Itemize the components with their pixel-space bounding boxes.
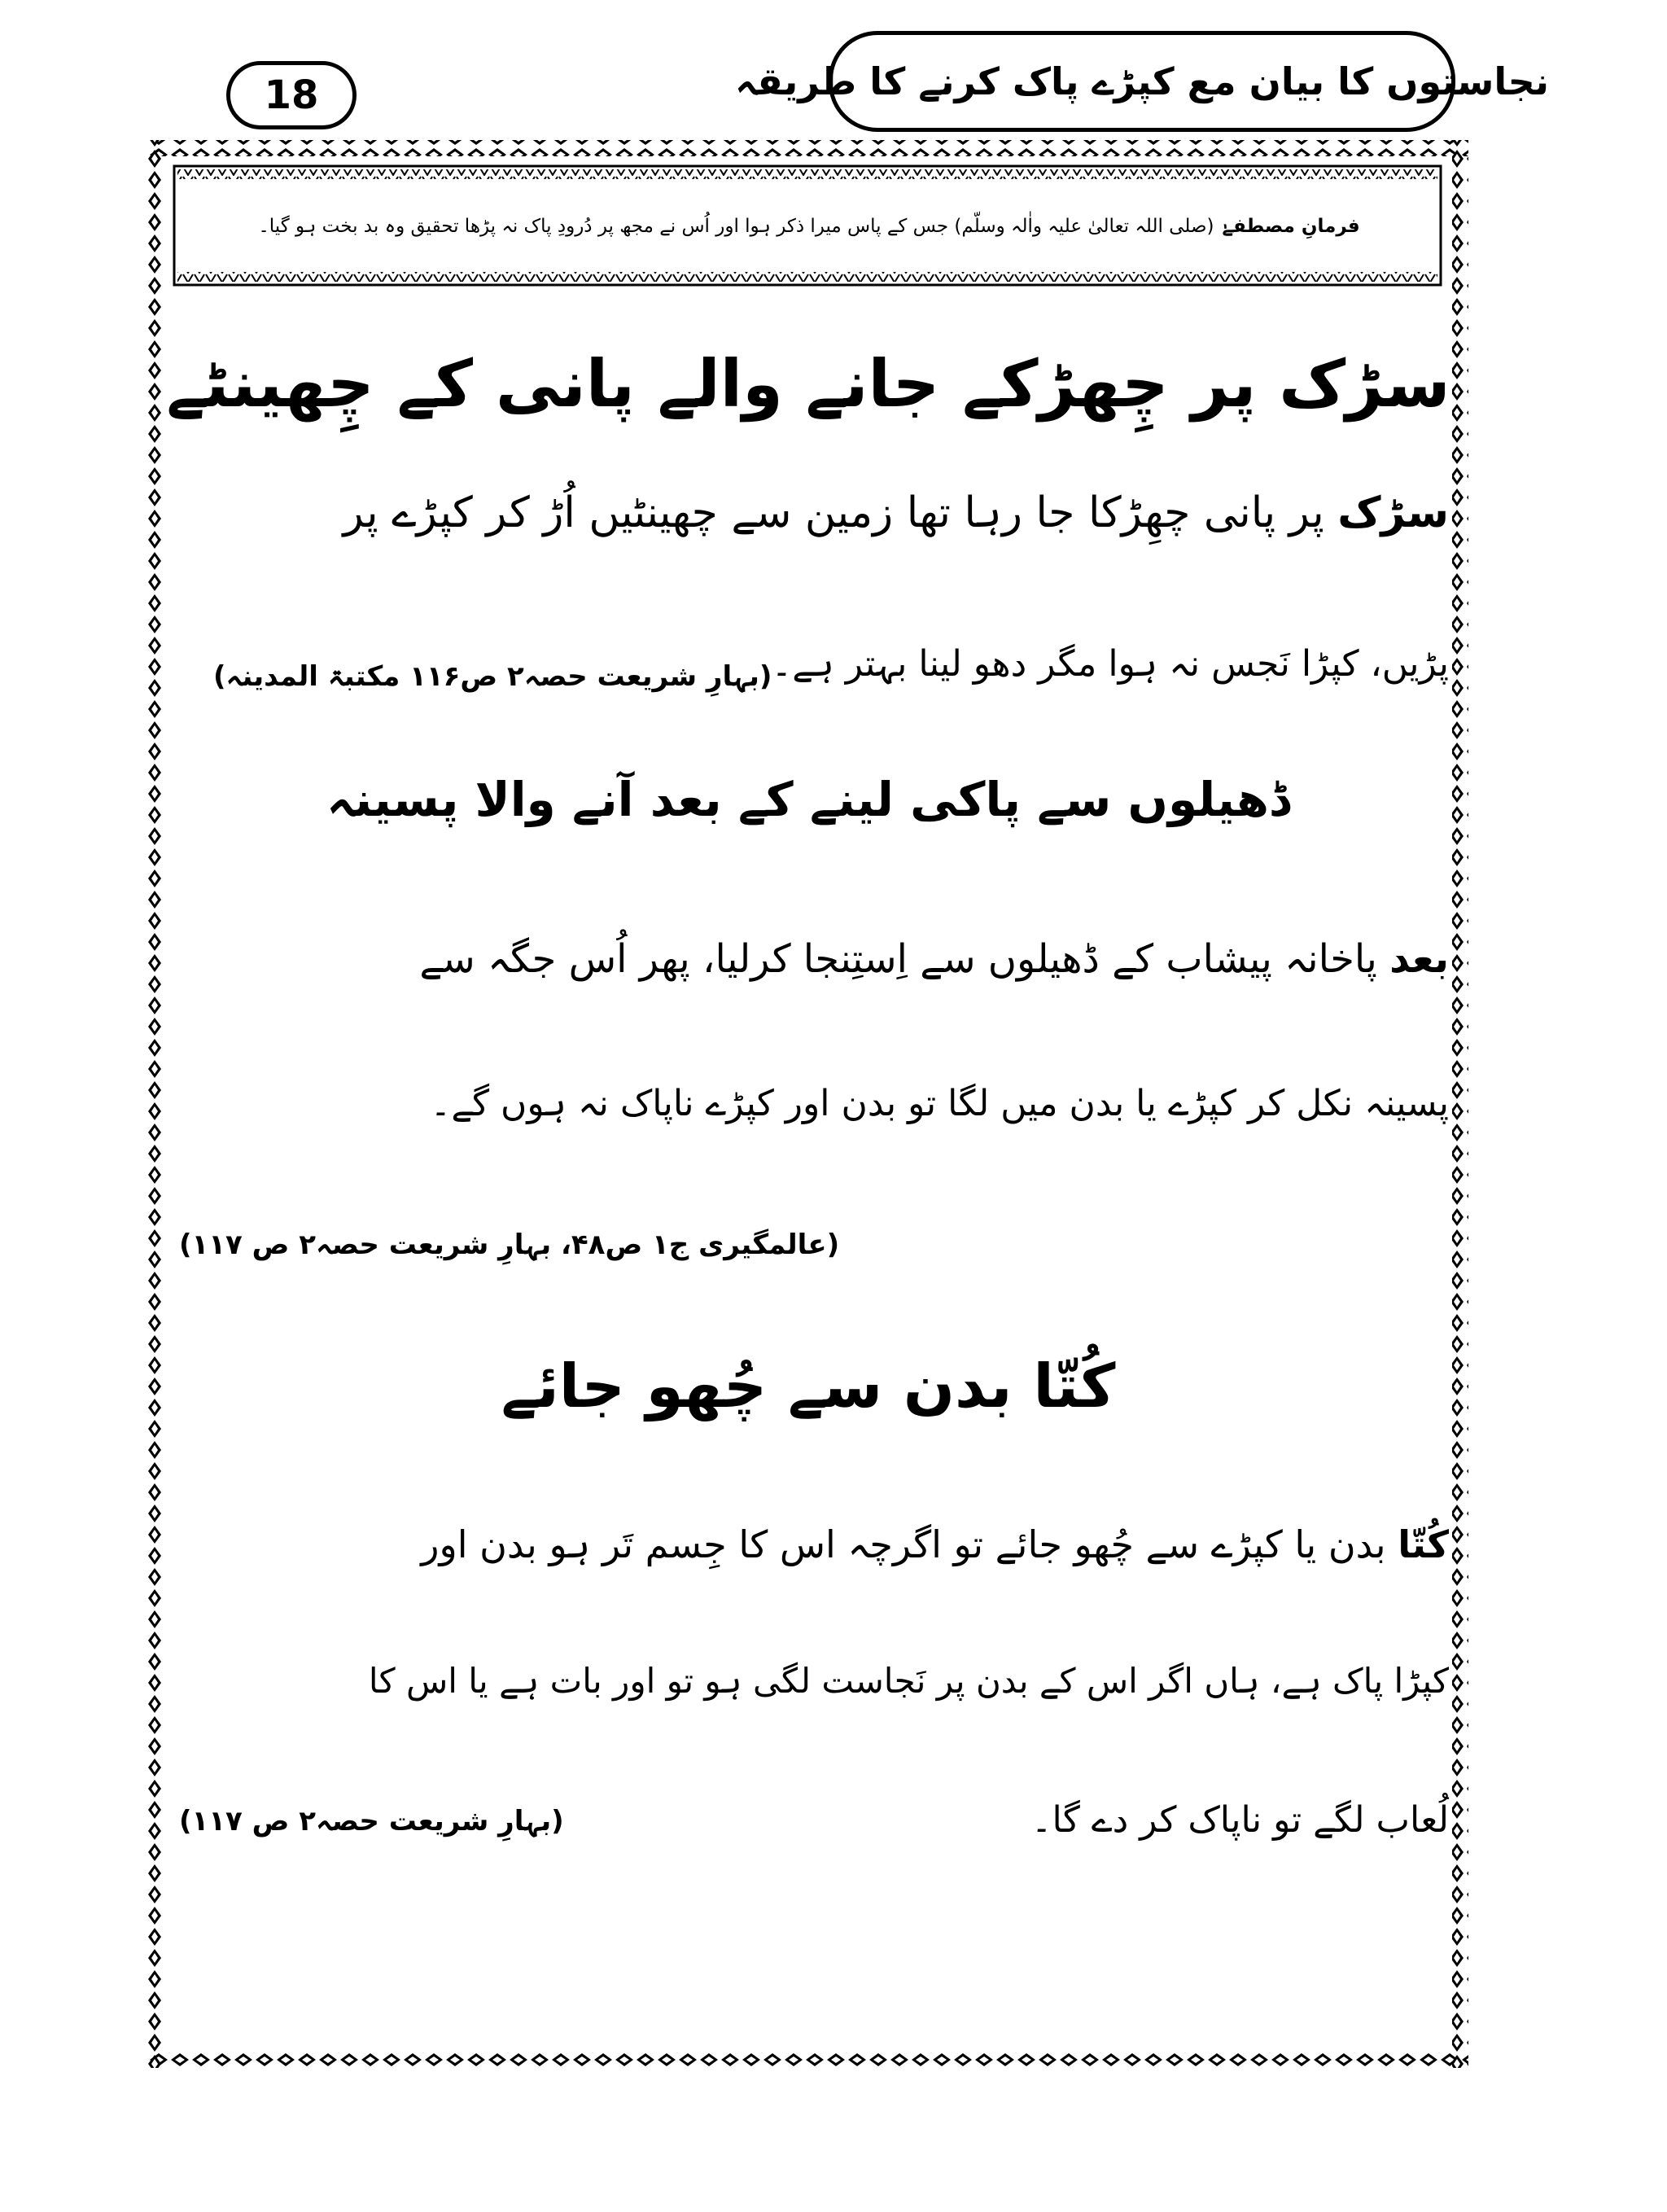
section-heading-splash: سڑک پر چِھڑکے جانے والے پانی کے چِھینٹے — [166, 346, 1450, 422]
paragraph-text: پاخانہ پیشاب کے ڈھیلوں سے اِستِنجا کرلیا، پھر اُس جگہ سے — [419, 936, 1390, 982]
section-paragraph-line — [419, 936, 1449, 982]
paragraph-lead-word: سڑک — [1337, 488, 1449, 537]
section-heading-sweat: ڈھیلوں سے پاکی لینے کے بعد آنے والا پسینہ — [326, 772, 1290, 827]
paragraph-text: بدن یا کپڑے سے چُھو جائے تو اگرچہ اس کا جِسم تَر ہو بدن اور — [421, 1522, 1398, 1566]
paragraph-lead-word: کُتّا — [1398, 1522, 1449, 1566]
hadith-label: فرمانِ مصطفےٰ — [1222, 216, 1360, 237]
section-paragraph-line — [1031, 1799, 1449, 1841]
section-heading-dog: کُتّا بدن سے چُھو جائے — [501, 1351, 1116, 1421]
section-paragraph-line — [421, 1522, 1449, 1566]
paragraph-text: لُعاب لگے تو ناپاک کر دے گا۔ — [1030, 1799, 1449, 1841]
section-paragraph-line — [369, 1661, 1449, 1701]
border-right — [1452, 140, 1468, 2068]
border-left — [148, 140, 164, 2068]
paragraph-text: پڑیں، کپڑا نَجس نہ ہوا مگر دھو لینا بہتر ہے۔ — [771, 643, 1449, 685]
paragraph-lead-word: بعد — [1389, 936, 1449, 982]
page-number: 18 — [226, 61, 357, 129]
chapter-title: نجاستوں کا بیان مع کپڑے پاک کرنے کا طریقہ — [829, 31, 1455, 132]
section-paragraph-line — [179, 488, 1449, 537]
section-paragraph-line — [771, 643, 1449, 685]
section-reference: (بہارِ شریعت حصہ۲ ص ۱۱۷) — [179, 1805, 564, 1837]
section-paragraph-line — [431, 1083, 1449, 1124]
paragraph-text: پر پانی چھِڑکا جا رہا تھا زمین سے چھینٹیں اُڑ کر کپڑے پر — [343, 488, 1338, 537]
hadith-text: (صلی اللہ تعالیٰ علیہ واٰلہ وسلّم) جس کے پاس میرا ذکر ہوا اور اُس نے مجھ پر دُرودِ پاک نہ پڑھا تحقیق وہ بد بخت ہو گیا۔ — [258, 216, 1214, 237]
border-bottom — [148, 2052, 1468, 2068]
hadith-banner — [189, 177, 1429, 275]
paragraph-text: کپڑا پاک ہے، ہاں اگر اس کے بدن پر نَجاست لگی ہو تو اور بات ہے یا اس کا — [368, 1661, 1449, 1701]
border-top — [148, 140, 1468, 156]
paragraph-text: پسینہ نکل کر کپڑے یا بدن میں لگا تو بدن اور کپڑے ناپاک نہ ہوں گے۔ — [430, 1083, 1449, 1124]
section-reference: (عالمگیری ج۱ ص۴۸، بہارِ شریعت حصہ۲ ص ۱۱۷) — [179, 1229, 840, 1261]
section-reference: (بہارِ شریعت حصہ۲ ص۱۱۶ مکتبۃ المدینہ) — [213, 660, 772, 693]
